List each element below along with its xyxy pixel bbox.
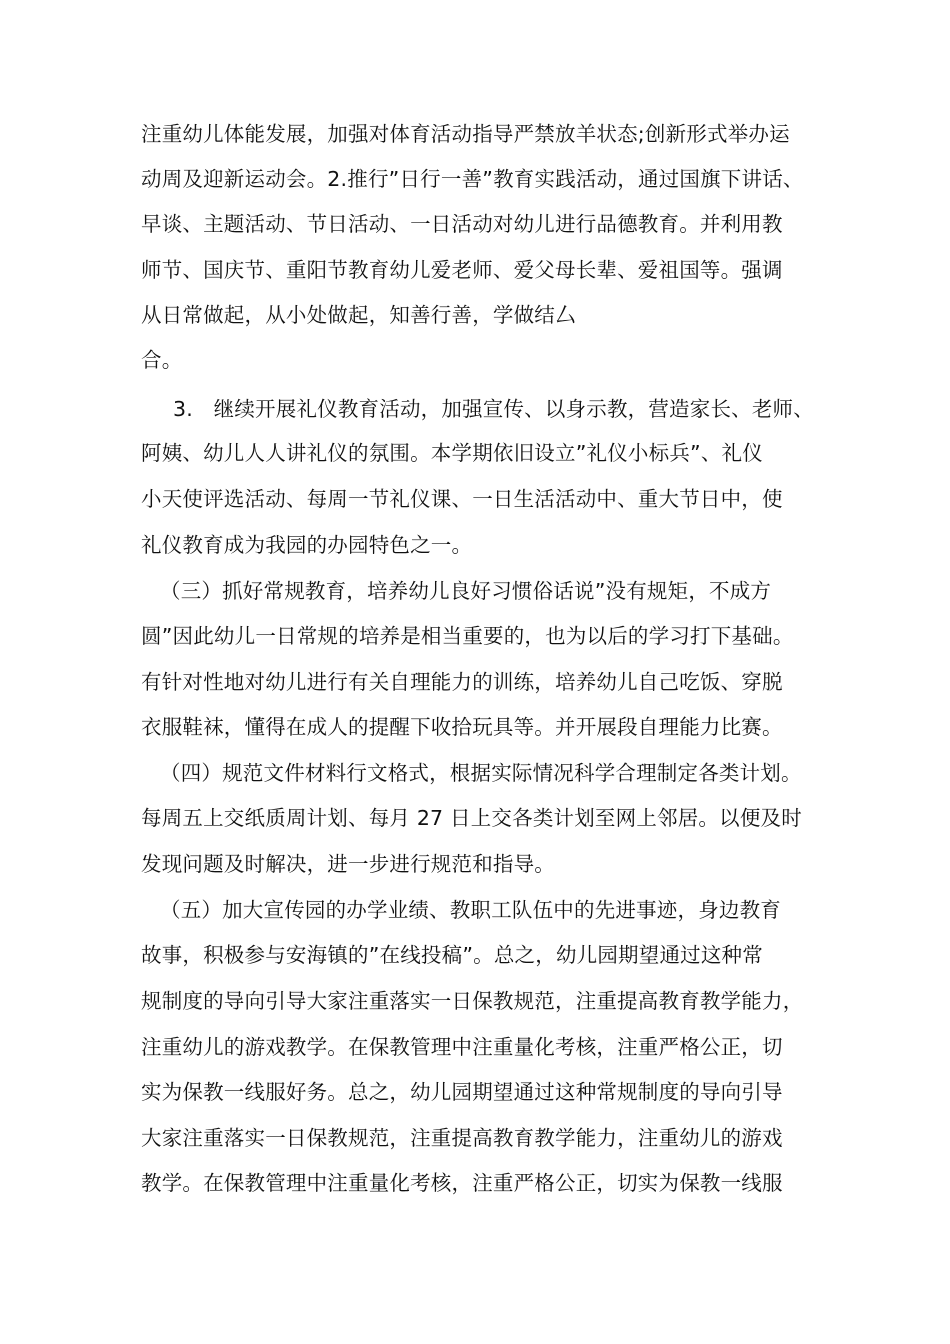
text-line: （三）抓好常规教育，培养幼儿良好习惯俗话说”没有规矩，不成方	[160, 579, 772, 603]
text-line: 衣服鞋袜，懂得在成人的提醒下收拾玩具等。并开展段自理能力比赛。	[141, 715, 783, 739]
text-line: 早谈、主题活动、节日活动、一日活动对幼儿进行品德教育。并利用教	[141, 212, 783, 236]
text-line: 大家注重落实一日保教规范，注重提高教育教学能力，注重幼儿的游戏	[141, 1126, 783, 1150]
text-line: 动周及迎新运动会。2.推行”日行一善”教育实践活动，通过国旗下讲话、	[141, 167, 804, 191]
text-line: 教学。在保教管理中注重量化考核，注重严格公正，切实为保教一线服	[141, 1171, 783, 1195]
text-line: 圆”因此幼儿一日常规的培养是相当重要的，也为以后的学习打下基础。	[141, 624, 794, 648]
text-line: 发现问题及时解决，进一步进行规范和指导。	[141, 852, 555, 876]
text-line: （四）规范文件材料行文格式，根据实际情况科学合理制定各类计划。	[160, 761, 802, 785]
text-line: 实为保教一线服好务。总之，幼儿园期望通过这种常规制度的导向引导	[141, 1080, 783, 1104]
text-line: 注重幼儿体能发展，加强对体育活动指导严禁放羊状态;创新形式举办运	[141, 122, 790, 146]
text-line: 小天使评选活动、每周一节礼仪课、一日生活活动中、重大节日中，使	[141, 487, 783, 511]
text-line: 3. 继续开展礼仪教育活动，加强宣传、以身示教，营造家长、老师、	[173, 397, 814, 421]
text-line: 合。	[141, 348, 183, 372]
text-line: 注重幼儿的游戏教学。在保教管理中注重量化考核，注重严格公正，切	[141, 1035, 783, 1059]
text-line: 有针对性地对幼儿进行有关自理能力的训练，培养幼儿自己吃饭、穿脱	[141, 670, 783, 694]
text-line: 师节、国庆节、重阳节教育幼儿爱老师、爱父母长辈、爱祖国等。强调	[141, 258, 783, 282]
text-line: 阿姨、幼儿人人讲礼仪的氛围。本学期依旧设立”礼仪小标兵”、礼仪	[141, 441, 763, 465]
text-line: 规制度的导向引导大家注重落实一日保教规范，注重提高教育教学能力，	[141, 989, 804, 1013]
text-line: 故事，积极参与安海镇的”在线投稿”。总之，幼儿园期望通过这种常	[141, 943, 763, 967]
text-line: 从日常做起，从小处做起，知善行善，学做结厶	[141, 303, 576, 327]
text-line: 礼仪教育成为我园的办园特色之一。	[141, 533, 473, 557]
text-line: 每周五上交纸质周计划、每月 27 日上交各类计划至网上邻居。以便及时	[141, 806, 802, 830]
text-line: （五）加大宣传园的办学业绩、教职工队伍中的先进事迹，身边教育	[160, 898, 781, 922]
